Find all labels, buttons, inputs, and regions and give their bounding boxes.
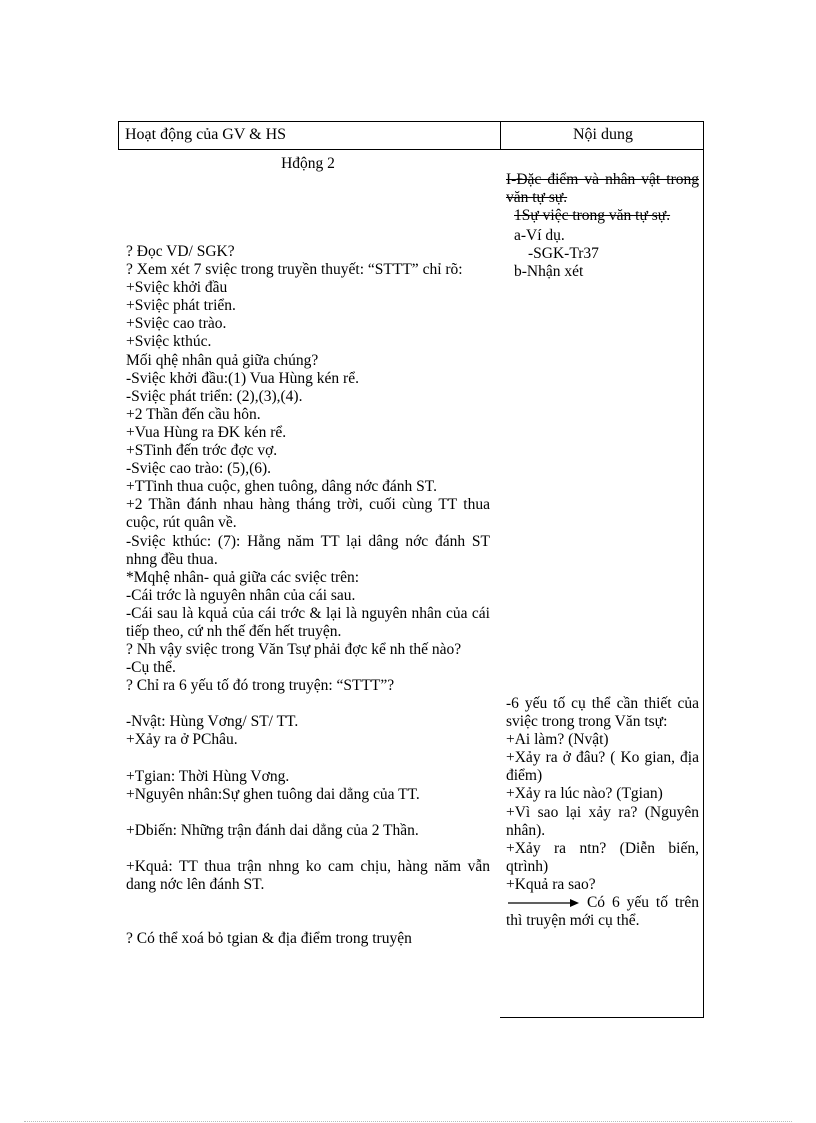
line: +STinh đến trớc đợc vợ. xyxy=(126,442,278,460)
content-table xyxy=(118,121,704,1018)
line: +Xảy ra ở PChâu. xyxy=(126,731,238,749)
line: Mối qhệ nhân quả giữa chúng? xyxy=(126,351,319,369)
line: +Kquả: TT thua trận nhng ko cam chịu, hàng năm vẫn dang nớc lên đánh ST. xyxy=(126,857,490,893)
line: +Vua Hùng ra ĐK kén rể. xyxy=(126,423,287,441)
right-column-block2 xyxy=(506,695,699,930)
line: ? Xem xét 7 sviệc trong truyền thuyết: “STTT” chỉ rõ: xyxy=(126,261,463,279)
factor-item: +Ai làm? (Nvật) xyxy=(506,731,609,749)
item-a-source: -SGK-Tr37 xyxy=(528,245,599,263)
item-b: b-Nhận xét xyxy=(514,263,584,281)
line: -Cái sau là kquả của cái trớc & lại là nguyên nhân của cái tiếp theo, cứ nh thế đến hết truyện. xyxy=(126,604,490,640)
subsection-heading: 1Sự việc trong văn tự sự. xyxy=(514,207,671,225)
conclusion xyxy=(506,894,699,930)
table-right-border xyxy=(703,121,704,1018)
header-bottom-border xyxy=(118,149,704,150)
line: +2 Thần đánh nhau hàng tháng trời, cuối cùng TT thua cuộc, rút quân về. xyxy=(126,496,490,532)
activity-subtitle: Hđộng 2 xyxy=(281,155,335,172)
line: -Sviệc phát triển: (2),(3),(4). xyxy=(126,387,303,405)
factor-item: +Vì sao lại xảy ra? (Nguyên nhân). xyxy=(506,803,699,839)
header-left: Hoạt động của GV & HS xyxy=(125,126,287,143)
line: +Sviệc phát triển. xyxy=(126,297,236,315)
arrow-right-icon xyxy=(506,898,580,908)
line: +Sviệc cao trào. xyxy=(126,315,227,333)
line: *Mqhệ nhân- quả giữa các sviệc trên: xyxy=(126,568,360,586)
column-divider xyxy=(500,121,501,150)
line: +2 Thần đến cầu hôn. xyxy=(126,405,261,423)
line: ? Chỉ ra 6 yếu tố đó trong truyện: “STTT”? xyxy=(126,677,395,695)
line: +Nguyên nhân:Sự ghen tuông dai dẳng của TT. xyxy=(126,785,420,803)
factor-item: +Kquả ra sao? xyxy=(506,875,596,893)
right-column xyxy=(506,171,699,282)
line: +Sviệc kthúc. xyxy=(126,333,212,351)
factor-item: +Xảy ra lúc nào? (Tgian) xyxy=(506,785,663,803)
line: -Cụ thể. xyxy=(126,659,176,677)
left-column xyxy=(126,155,490,173)
header-right: Nội dung xyxy=(573,126,633,143)
line: ? Có thể xoá bỏ tgian & địa điểm trong truyện xyxy=(126,930,412,947)
conclusion-text: Có 6 yếu tố trên thì truyện mới cụ thể. xyxy=(506,894,700,930)
page-bottom-dotted-line xyxy=(24,1121,792,1122)
line: +Tgian: Thời Hùng Vơng. xyxy=(126,767,290,785)
section-heading: I-Đặc điểm và nhân vật trong văn tự sự. xyxy=(506,171,699,207)
line: -Sviệc khởi đầu:(1) Vua Hùng kén rể. xyxy=(126,369,359,387)
line: -Cái trớc là nguyên nhân của cái sau. xyxy=(126,586,356,604)
factor-intro: -6 yếu tố cụ thể cần thiết của sviệc trong trong Văn tsự: xyxy=(506,695,699,731)
line: +Dbiến: Những trận đánh dai dẳng của 2 Thần. xyxy=(126,821,419,839)
factor-item: +Xảy ra ntn? (Diễn biến, qtrình) xyxy=(506,839,699,875)
line: ? Nh vậy sviệc trong Văn Tsự phải đợc kể nh thế nào? xyxy=(126,641,462,659)
factor-item: +Xảy ra ở đâu? ( Ko gian, địa điểm) xyxy=(506,749,699,785)
left-column-body xyxy=(126,243,490,948)
item-a: a-Ví dụ. xyxy=(514,227,565,245)
line: -Nvật: Hùng Vơng/ ST/ TT. xyxy=(126,713,299,731)
table-bottom-border-right xyxy=(500,1017,704,1018)
table-left-border xyxy=(118,121,119,150)
line: +TTinh thua cuộc, ghen tuông, dâng nớc đánh ST. xyxy=(126,478,437,496)
line: -Sviệc cao trào: (5),(6). xyxy=(126,460,272,478)
line: ? Đọc VD/ SGK? xyxy=(126,243,235,260)
line: +Sviệc khởi đầu xyxy=(126,279,228,297)
line: -Sviệc kthúc: (7): Hằng năm TT lại dâng nớc đánh ST nhng đều thua. xyxy=(126,532,490,568)
